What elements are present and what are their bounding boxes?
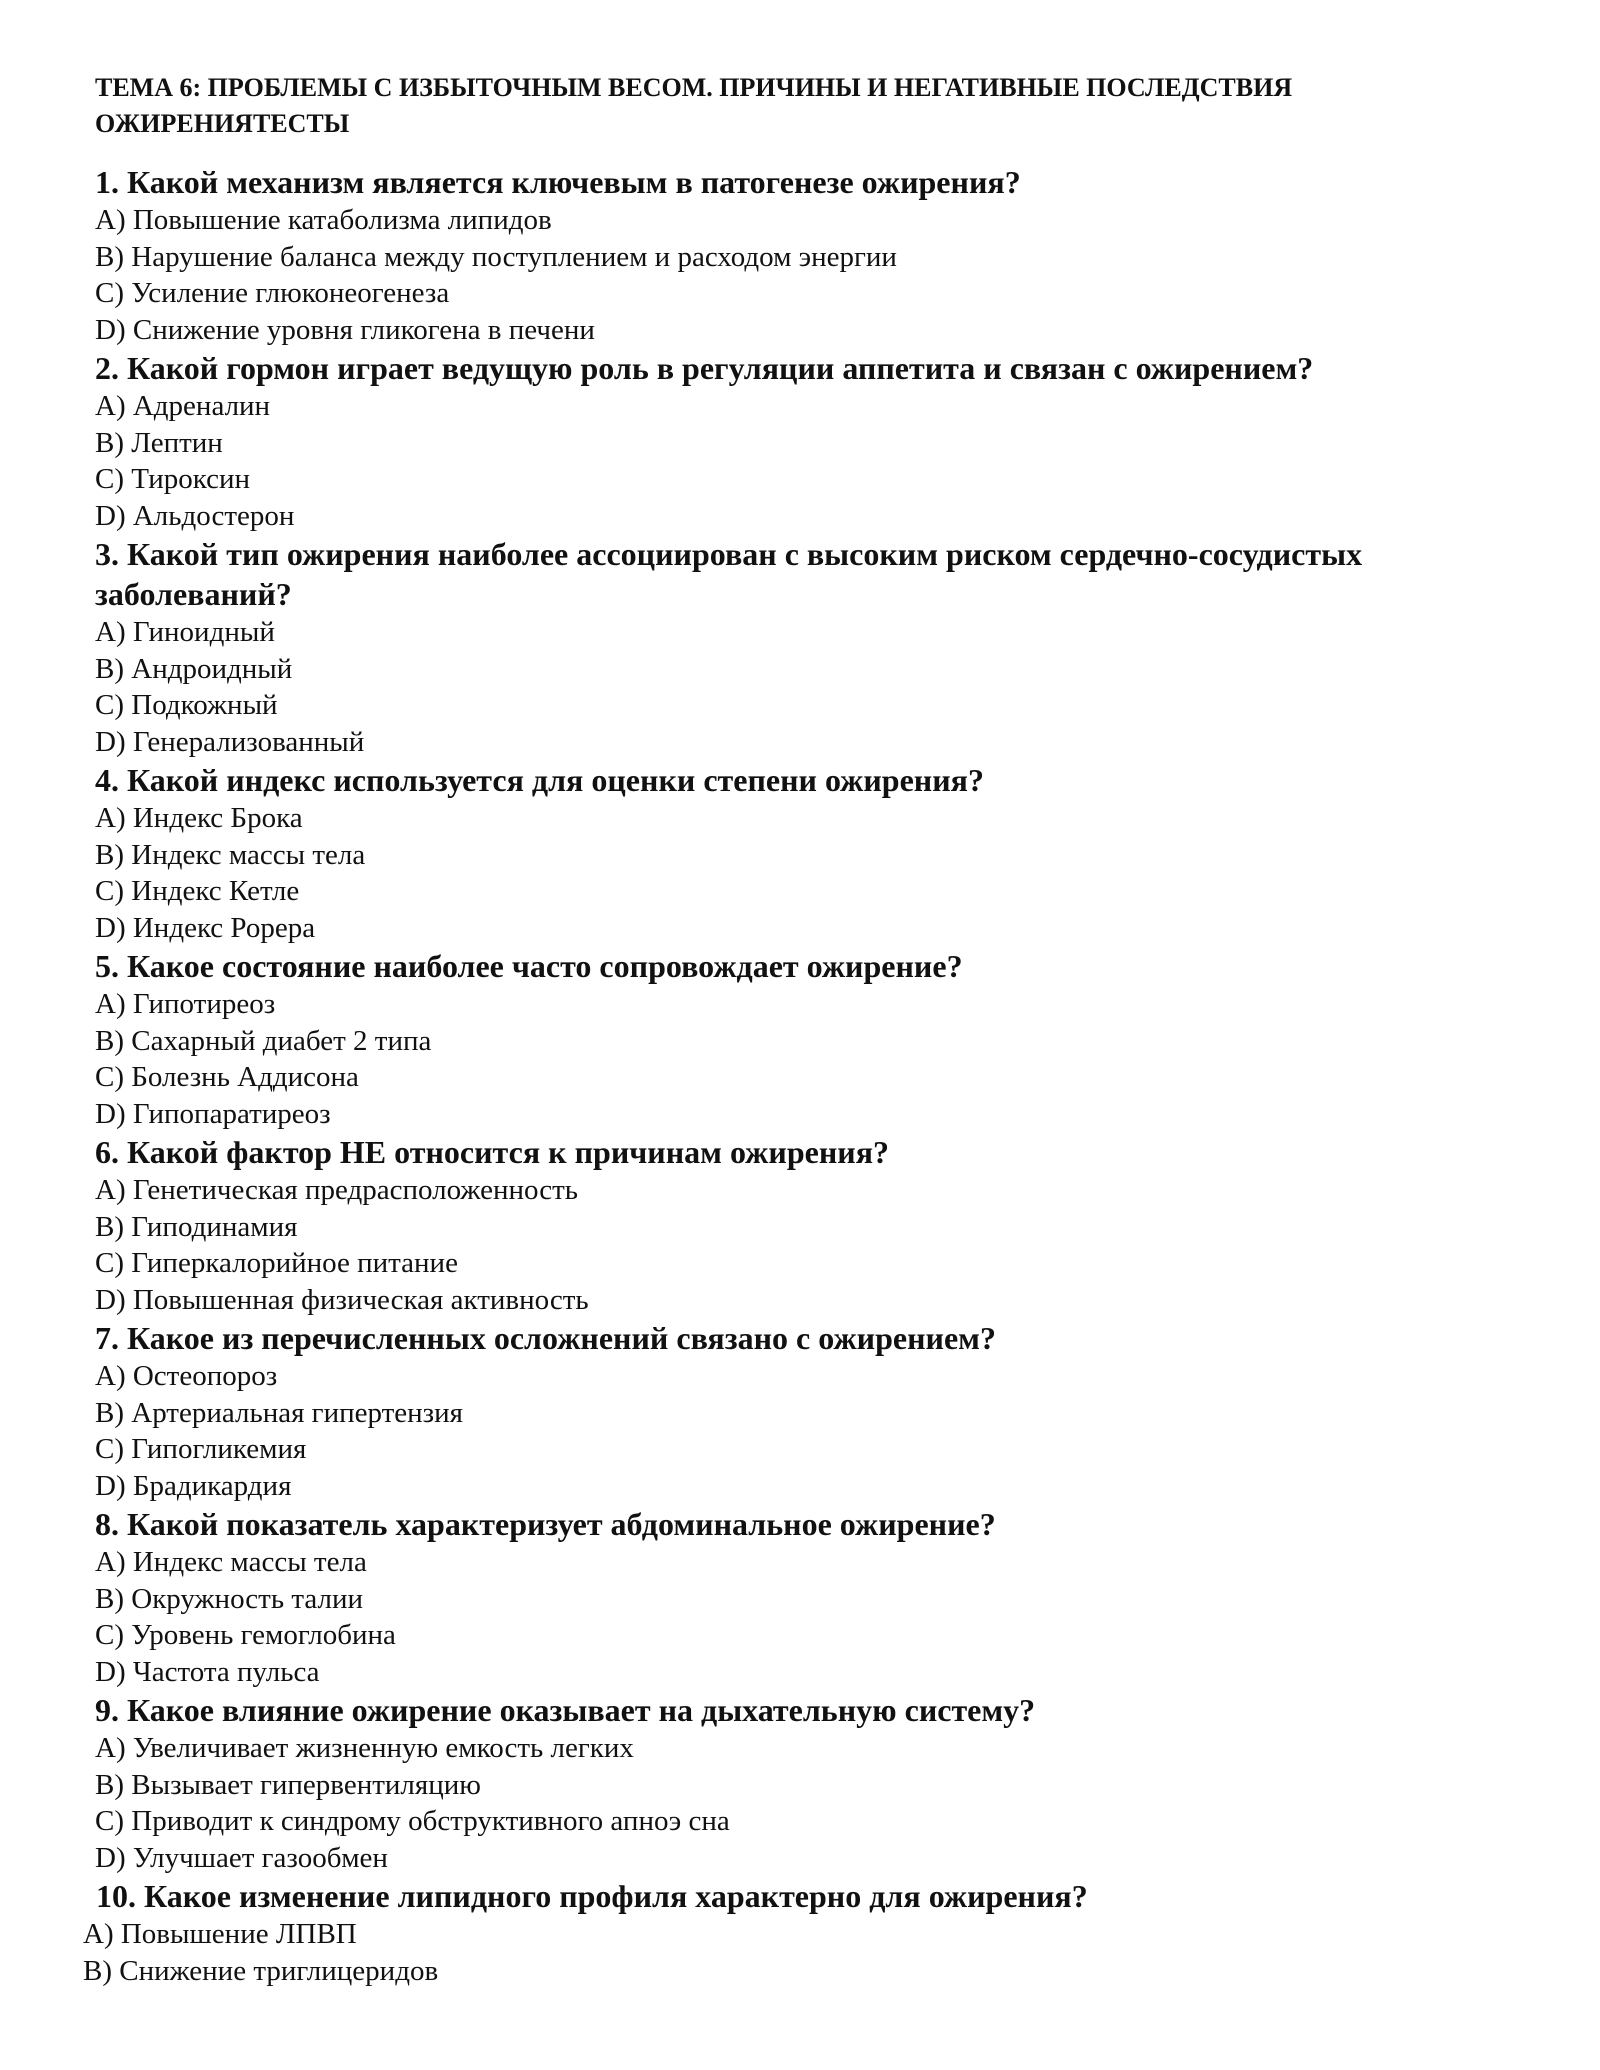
- answer-option-a: A) Индекс Брока: [95, 802, 303, 834]
- answer-option-a: A) Гипотиреоз: [95, 988, 276, 1020]
- question-1: [95, 162, 1535, 348]
- document-page: [83, 70, 1535, 1989]
- answer-option-c: C) Приводит к синдрому обструктивного апноэ сна: [95, 1805, 730, 1837]
- answer-option-b: B) Сахарный диабет 2 типа: [95, 1024, 432, 1057]
- answer-option-a: A) Индекс массы тела: [95, 1546, 367, 1578]
- answer-option-d: D) Повышенная физическая активность: [95, 1283, 589, 1316]
- question-text: 3. Какой тип ожирения наиболее ассоциирован с высоким риском сердечно-сосудистых заболеваний?: [95, 536, 1363, 612]
- answer-option-c: C) Подкожный: [95, 689, 278, 721]
- question-10: [83, 1876, 1535, 1989]
- question-2: [95, 348, 1535, 534]
- question-6: [95, 1132, 1535, 1318]
- answer-option-a: A) Остеопороз: [95, 1360, 278, 1392]
- question-text: 1. Какой механизм является ключевым в патогенезе ожирения?: [95, 164, 1021, 200]
- answer-option-b: B) Снижение триглицеридов: [83, 1954, 439, 1987]
- answer-option-c: C) Болезнь Аддисона: [95, 1061, 359, 1093]
- answer-option-d: D) Индекс Рорера: [95, 911, 316, 944]
- question-text: 5. Какое состояние наиболее часто сопровождает ожирение?: [95, 948, 963, 984]
- answer-option-d: D) Частота пульса: [95, 1655, 320, 1688]
- answer-option-a: A) Повышение ЛПВП: [83, 1918, 357, 1950]
- question-text: 9. Какое влияние ожирение оказывает на дыхательную систему?: [95, 1692, 1036, 1728]
- answer-option-c: C) Уровень гемоглобина: [95, 1619, 396, 1651]
- answer-option-c: C) Индекс Кетле: [95, 875, 300, 907]
- question-text: 4. Какой индекс используется для оценки степени ожирения?: [95, 762, 984, 798]
- question-text: 8. Какой показатель характеризует абдоминальное ожирение?: [95, 1506, 996, 1542]
- answer-option-b: B) Гиподинамия: [95, 1210, 298, 1243]
- answer-option-b: B) Окружность талии: [95, 1582, 363, 1615]
- question-3: [95, 534, 1535, 760]
- answer-option-c: C) Гипогликемия: [95, 1433, 307, 1465]
- answer-option-a: A) Увеличивает жизненную емкость легких: [95, 1732, 634, 1764]
- question-text: 7. Какое из перечисленных осложнений связано с ожирением?: [95, 1320, 996, 1356]
- question-7: [95, 1318, 1535, 1504]
- answer-option-a: A) Гиноидный: [95, 616, 275, 648]
- answer-option-b: B) Индекс массы тела: [95, 838, 366, 871]
- answer-option-b: B) Вызывает гипервентиляцию: [95, 1768, 481, 1801]
- answer-option-a: A) Генетическая предрасположенность: [95, 1174, 578, 1206]
- answer-option-d: D) Генерализованный: [95, 725, 365, 758]
- answer-option-a: A) Адреналин: [95, 390, 271, 422]
- answer-option-c: C) Усиление глюконеогенеза: [95, 277, 450, 309]
- question-text: 6. Какой фактор НЕ относится к причинам ожирения?: [95, 1134, 889, 1170]
- question-text: 2. Какой гормон играет ведущую роль в регуляции аппетита и связан с ожирением?: [95, 350, 1314, 386]
- question-8: [95, 1504, 1535, 1690]
- answer-option-b: B) Артериальная гипертензия: [95, 1396, 463, 1429]
- answer-option-a: A) Повышение катаболизма липидов: [95, 204, 552, 236]
- answer-option-d: D) Улучшает газообмен: [95, 1841, 388, 1874]
- answer-option-c: C) Тироксин: [95, 463, 251, 495]
- answer-option-d: D) Снижение уровня гликогена в печени: [95, 313, 595, 346]
- answer-option-b: B) Андроидный: [95, 652, 293, 685]
- question-5: [95, 946, 1535, 1132]
- answer-option-b: B) Нарушение баланса между поступлением и расходом энергии: [95, 240, 897, 273]
- question-text: 10. Какое изменение липидного профиля характерно для ожирения?: [96, 1878, 1088, 1914]
- answer-option-b: B) Лептин: [95, 426, 223, 459]
- question-9: [95, 1690, 1535, 1876]
- answer-option-c: C) Гиперкалорийное питание: [95, 1247, 458, 1279]
- answer-option-d: D) Альдостерон: [95, 499, 295, 532]
- answer-option-d: D) Гипопаратиреоз: [95, 1097, 331, 1130]
- answer-option-d: D) Брадикардия: [95, 1469, 292, 1502]
- document-title: ТЕМА 6: ПРОБЛЕМЫ С ИЗБЫТОЧНЫМ ВЕСОМ. ПРИЧИНЫ И НЕГАТИВНЫЕ ПОСЛЕДСТВИЯ ОЖИРЕНИЯТЕСТЫ: [95, 73, 1293, 138]
- question-4: [95, 760, 1535, 946]
